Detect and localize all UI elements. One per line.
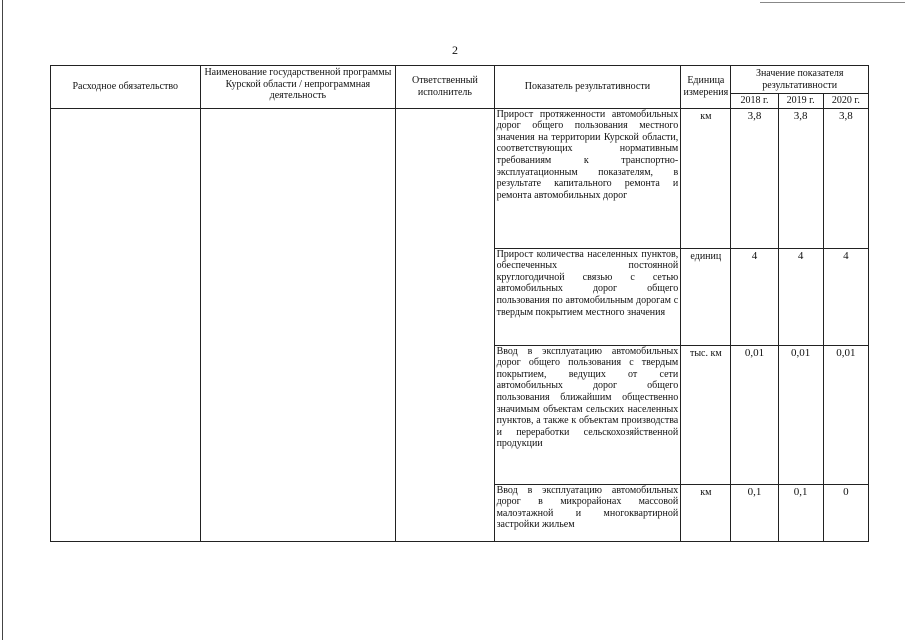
scan-edge-line (2, 0, 3, 640)
cell-value-2019: 4 (778, 248, 823, 345)
header-indicator: Показатель результативности (494, 66, 681, 109)
header-unit: Единица измерения (681, 66, 731, 109)
cell-unit: км (681, 108, 731, 248)
header-year-2019: 2019 г. (778, 94, 823, 109)
cell-value-2018: 4 (731, 248, 778, 345)
cell-value-2018: 0,01 (731, 345, 778, 484)
cell-indicator: Прирост протяженности автомобильных дорог общего пользования местного значения на территории Курской области, соответствующих нормативным требованиям к транспортно-эксплуатационным показателям, в результате капитального ремонта и ремонта автомобильных дорог (494, 108, 681, 248)
top-rule (760, 2, 905, 3)
cell-value-2020: 0,01 (823, 345, 868, 484)
cell-unit: тыс. км (681, 345, 731, 484)
header-expense-obligation: Расходное обязательство (51, 66, 201, 109)
cell-indicator: Ввод в эксплуатацию автомобильных дорог общего пользования с твердым покрытием, ведущих от сети автомобильных дорог общего пользования ближайшим общественно значимым объектам сельских населенных пунктов, а также к объектам производства и переработки сельскохозяйственной продукции (494, 345, 681, 484)
header-program-name: Наименование государственной программы Курской области / непрограммная деятельность (200, 66, 396, 109)
cell-unit: км (681, 484, 731, 541)
header-executor: Ответственный исполнитель (396, 66, 494, 109)
page-number: 2 (452, 43, 458, 57)
cell-value-2018: 0,1 (731, 484, 778, 541)
cell-value-2020: 4 (823, 248, 868, 345)
cell-indicator: Ввод в эксплуатацию автомобильных дорог в микрорайонах массовой малоэтажной и многоквартирной застройки жильем (494, 484, 681, 541)
cell-unit: единиц (681, 248, 731, 345)
cell-value-2018: 3,8 (731, 108, 778, 248)
cell-value-2020: 0 (823, 484, 868, 541)
cell-value-2019: 3,8 (778, 108, 823, 248)
table-row (51, 108, 869, 248)
cell-program-name (200, 108, 396, 541)
cell-indicator: Прирост количества населенных пунктов, обеспеченных постоянной круглогодичной связью с сетью автомобильных дорог общего пользования по автомобильным дорогам с твердым покрытием местного значения (494, 248, 681, 345)
cell-value-2019: 0,01 (778, 345, 823, 484)
cell-value-2020: 3,8 (823, 108, 868, 248)
header-indicator-values: Значение показателя результативности (731, 66, 869, 94)
cell-expense-obligation (51, 108, 201, 541)
header-year-2020: 2020 г. (823, 94, 868, 109)
indicators-table (50, 65, 869, 542)
header-year-2018: 2018 г. (731, 94, 778, 109)
cell-executor (396, 108, 494, 541)
cell-value-2019: 0,1 (778, 484, 823, 541)
